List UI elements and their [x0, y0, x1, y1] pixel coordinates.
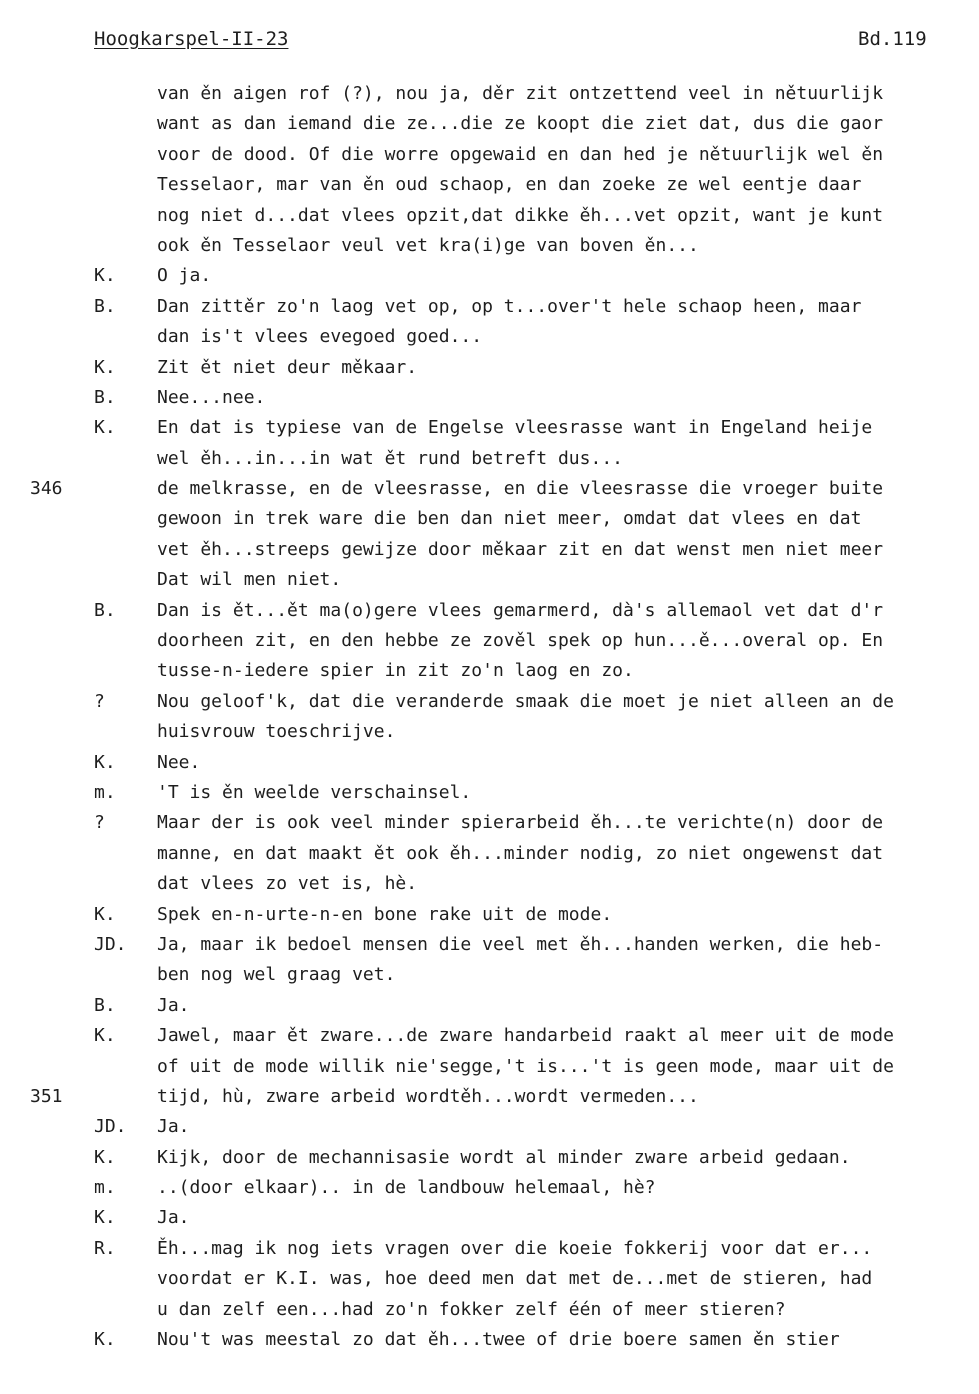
speaker-label: K. — [94, 1146, 116, 1168]
transcript-line — [0, 596, 979, 626]
transcript-line — [0, 778, 979, 808]
line-number: 346 — [30, 478, 63, 500]
transcript-line — [0, 261, 979, 291]
line-text: wel ěh...in...in wat ět rund betreft dus... — [157, 447, 623, 469]
line-text: Ja, maar ik bedoel mensen die veel met ěh...handen werken, die heb- — [157, 933, 884, 955]
transcript-line — [0, 444, 979, 474]
line-text: gewoon in trek ware die ben dan niet meer, omdat dat vlees en dat — [157, 508, 862, 530]
line-text: ook ěn Tesselaor veul vet kra(i)ge van boven ěn... — [157, 234, 699, 256]
speaker-label: R. — [94, 1237, 116, 1259]
line-number: 351 — [30, 1085, 63, 1107]
transcript-line — [0, 535, 979, 565]
line-text: Dat wil men niet. — [157, 569, 342, 591]
speaker-label: K. — [94, 417, 116, 439]
transcript-line — [0, 201, 979, 231]
speaker-label: m. — [94, 1177, 116, 1199]
line-text: dan is't vlees evegoed goed... — [157, 326, 483, 348]
line-text: voor de dood. Of die worre opgewaid en dan hed je nětuurlijk wel ěn — [157, 143, 884, 165]
transcript-line — [0, 869, 979, 899]
speaker-label: B. — [94, 386, 116, 408]
speaker-label: K. — [94, 1025, 116, 1047]
transcript-line — [0, 1143, 979, 1173]
transcript-line — [0, 109, 979, 139]
line-text: Spek en-n-urte-n-en bone rake uit de mode. — [157, 903, 613, 925]
transcript-line — [0, 1052, 979, 1082]
transcript-line — [0, 991, 979, 1021]
line-text: En dat is typiese van de Engelse vleesrasse want in Engeland heije — [157, 417, 873, 439]
line-text: ..(door elkaar).. in de landbouw helemaal, hè? — [157, 1177, 656, 1199]
transcript-line — [0, 748, 979, 778]
line-text: voordat er K.I. was, hoe deed men dat met de...met de stieren, had — [157, 1268, 873, 1290]
speaker-label: K. — [94, 265, 116, 287]
transcript-line — [0, 960, 979, 990]
transcript-line — [0, 839, 979, 869]
line-text: of uit de mode willik nie'segge,'t is...'t is geen mode, maar uit de — [157, 1055, 894, 1077]
transcript-line — [0, 292, 979, 322]
speaker-label: K. — [94, 751, 116, 773]
transcript-line — [0, 474, 979, 504]
line-text: Zit ět niet deur měkaar. — [157, 356, 418, 378]
transcript-line — [0, 687, 979, 717]
transcript-line — [0, 900, 979, 930]
transcript-line — [0, 140, 979, 170]
line-text: dat vlees zo vet is, hè. — [157, 873, 418, 895]
transcript-line — [0, 79, 979, 109]
transcript-line — [0, 1234, 979, 1264]
line-text: 'T is ěn weelde verschainsel. — [157, 781, 472, 803]
line-text: manne, en dat maakt ět ook ěh...minder nodig, zo niet ongewenst dat — [157, 842, 884, 864]
speaker-label: K. — [94, 1207, 116, 1229]
line-text: Nou geloof'k, dat die veranderde smaak die moet je niet alleen an de — [157, 690, 894, 712]
line-text: Dan zittěr zo'n laog vet op, op t...over't hele schaop heen, maar — [157, 295, 862, 317]
transcript-line — [0, 930, 979, 960]
transcript-line — [0, 1082, 979, 1112]
transcript-line — [0, 626, 979, 656]
transcript-line — [0, 1295, 979, 1325]
speaker-label: B. — [94, 599, 116, 621]
transcript-line — [0, 717, 979, 747]
line-text: van ěn aigen rof (?), nou ja, děr zit ontzettend veel in nětuurlijk — [157, 83, 884, 104]
line-text: Ěh...mag ik nog iets vragen over die koeie fokkerij voor dat er... — [157, 1237, 873, 1259]
document-title: Hoogkarspel-II-23 — [94, 28, 289, 50]
speaker-label: K. — [94, 1329, 116, 1351]
line-text: vet ěh...streeps gewijze door měkaar zit en dat wenst men niet meer — [157, 538, 884, 560]
speaker-label: JD. — [94, 933, 127, 955]
speaker-label: ? — [94, 690, 105, 712]
line-text: O ja. — [157, 265, 212, 287]
line-text: u dan zelf een...had zo'n fokker zelf één of meer stieren? — [157, 1298, 786, 1320]
line-text: Ja. — [157, 994, 190, 1016]
line-text: Nee. — [157, 751, 201, 773]
transcript-line — [0, 322, 979, 352]
line-text: tijd, hù, zware arbeid wordtěh...wordt vermeden... — [157, 1085, 699, 1107]
speaker-label: m. — [94, 781, 116, 803]
transcript-line — [0, 353, 979, 383]
line-text: Nee...nee. — [157, 386, 266, 408]
line-text: Nou't was meestal zo dat ěh...twee of drie boere samen ěn stier — [157, 1329, 840, 1351]
speaker-label: ? — [94, 812, 105, 834]
transcript-line — [0, 1173, 979, 1203]
line-text: want as dan iemand die ze...die ze koopt die ziet dat, dus die gaor — [157, 113, 884, 135]
transcript-line — [0, 808, 979, 838]
line-text: doorheen zit, en den hebbe ze zověl spek op hun...ě...overal op. En — [157, 630, 884, 652]
transcript-line — [0, 1325, 979, 1355]
line-text: Ja. — [157, 1207, 190, 1229]
speaker-label: JD. — [94, 1116, 127, 1138]
transcript-line — [0, 1112, 979, 1142]
line-text: nog niet d...dat vlees opzit,dat dikke ěh...vet opzit, want je kunt — [157, 204, 884, 226]
speaker-label: K. — [94, 356, 116, 378]
transcript-line — [0, 413, 979, 443]
transcript-line — [0, 1021, 979, 1051]
speaker-label: K. — [94, 903, 116, 925]
transcript-body — [0, 79, 979, 1355]
transcript-line — [0, 656, 979, 686]
speaker-label: B. — [94, 994, 116, 1016]
line-text: de melkrasse, en de vleesrasse, en die vleesrasse die vroeger buite — [157, 478, 884, 500]
line-text: Jawel, maar ět zware...de zware handarbeid raakt al meer uit de mode — [157, 1025, 894, 1047]
transcript-line — [0, 1203, 979, 1233]
line-text: Tesselaor, mar van ěn oud schaop, en dan zoeke ze wel eentje daar — [157, 174, 862, 196]
line-text: Dan is ět...ět ma(o)gere vlees gemarmerd, dà's allemaol vet dat d'r — [157, 599, 884, 621]
line-text: ben nog wel graag vet. — [157, 964, 396, 986]
line-text: Ja. — [157, 1116, 190, 1138]
transcript-line — [0, 504, 979, 534]
line-text: Maar der is ook veel minder spierarbeid ěh...te verichte(n) door de — [157, 812, 884, 834]
line-text: huisvrouw toeschrijve. — [157, 721, 396, 743]
transcript-line — [0, 565, 979, 595]
line-text: Kijk, door de mechannisasie wordt al minder zware arbeid gedaan. — [157, 1146, 851, 1168]
transcript-line — [0, 383, 979, 413]
transcript-line — [0, 170, 979, 200]
line-text: tusse-n-iedere spier in zit zo'n laog en zo. — [157, 660, 634, 682]
transcript-line — [0, 1264, 979, 1294]
transcript-line — [0, 231, 979, 261]
page-number: Bd.119 — [858, 28, 927, 50]
speaker-label: B. — [94, 295, 116, 317]
